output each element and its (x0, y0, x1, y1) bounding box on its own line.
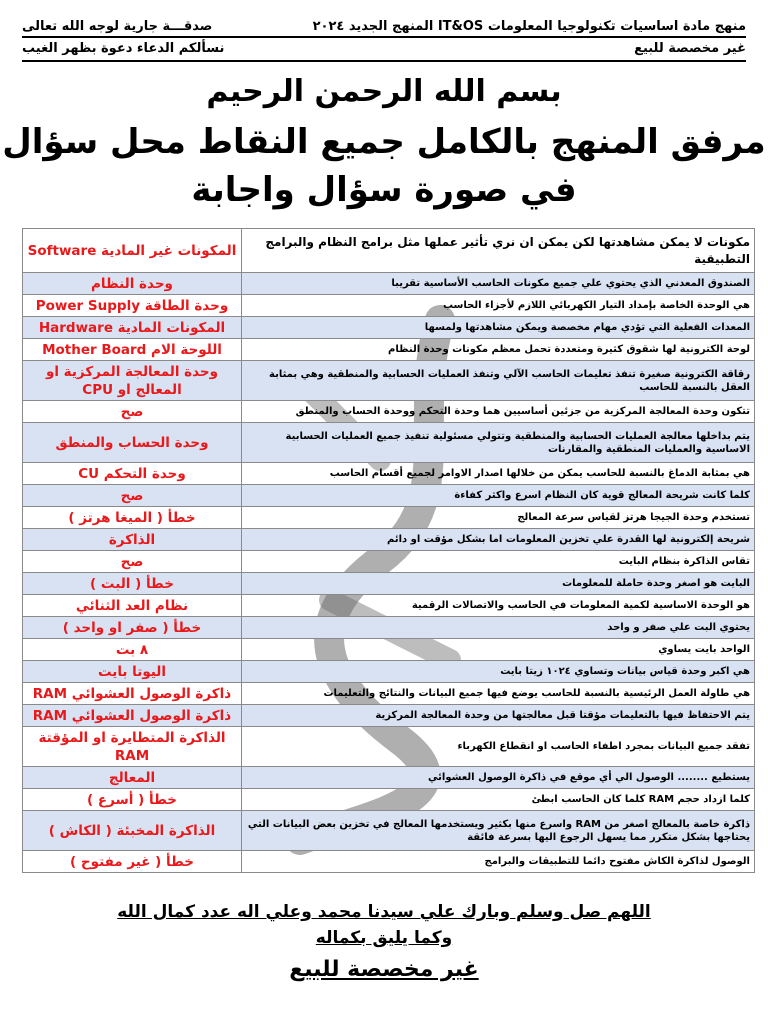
question-cell: تتكون وحدة المعالجة المركزية من جزئين أساسيين هما وحدة التحكم ووحدة الحساب والمنطق (242, 401, 755, 423)
question-cell: هو الوحدة الاساسية لكمية المعلومات في الحاسب والاتصالات الرقمية (242, 595, 755, 617)
question-cell: يتم الاحتفاظ فيها بالتعليمات مؤقتا قبل معالجتها من وحدة المعالجة المركزية (242, 705, 755, 727)
answer-cell: وحدة النظام (23, 273, 242, 295)
table-row (23, 661, 755, 683)
table-row (23, 851, 755, 873)
answer-cell: اللوحة الام Mother Board (23, 339, 242, 361)
table-row (23, 595, 755, 617)
question-cell: البايت هو اصغر وحدة حاملة للمعلومات (242, 573, 755, 595)
answer-cell: الذاكرة المتطايرة او المؤقتة RAM (23, 727, 242, 767)
answer-cell: وحدة الطاقة Power Supply (23, 295, 242, 317)
table-row (23, 273, 755, 295)
question-cell: شريحة إلكترونية لها القدرة علي تخزين المعلومات اما بشكل مؤقت او دائم (242, 529, 755, 551)
question-cell: يستطيع ........ الوصول الي أي موقع في ذاكرة الوصول العشوائي (242, 767, 755, 789)
table-row (23, 401, 755, 423)
question-cell: الواحد بايت يساوي (242, 639, 755, 661)
answer-cell: ٨ بت (23, 639, 242, 661)
header-not-for-sale: غير مخصصة للبيع (634, 40, 746, 56)
page-subtitle: في صورة سؤال واجابة (191, 170, 577, 210)
question-cell: الصندوق المعدني الذي يحتوي علي جميع مكونات الحاسب الأساسية تقريبا (242, 273, 755, 295)
answer-cell: خطأ ( الميغا هرتز ) (23, 507, 242, 529)
answer-cell: خطأ ( غير مفتوح ) (23, 851, 242, 873)
answer-cell: المكونات غير المادية Software (23, 229, 242, 273)
answer-cell: المعالج (23, 767, 242, 789)
table-row (23, 789, 755, 811)
question-cell: ذاكرة خاصة بالمعالج اصغر من RAM واسرع منها بكثير ويستخدمها المعالج في تخزين بعض البيانات التي يحتاجها بشكل متكرر مما يسهل الرجوع اليها بسرعة فائقة (242, 811, 755, 851)
footer-prayer-line-2: وكما يليق بكماله (315, 928, 453, 948)
question-cell: مكونات لا يمكن مشاهدتها لكن يمكن ان نري تأثير عملها مثل برامج النظام والبرامج التطبيقية (242, 229, 755, 273)
question-cell: يحتوي البت علي صفر و واحد (242, 617, 755, 639)
table-row (23, 705, 755, 727)
qa-table (22, 228, 755, 873)
header-line-2 (22, 38, 746, 58)
question-cell: المعدات الفعلية التي تؤدي مهام مخصصة ويمكن مشاهدتها ولمسها (242, 317, 755, 339)
table-row (23, 639, 755, 661)
answer-cell: خطأ ( البت ) (23, 573, 242, 595)
header-charity-note: صدقـــة جارية لوجه الله تعالى (22, 18, 213, 34)
question-cell: كلما ازداد حجم RAM كلما كان الحاسب ابطئ (242, 789, 755, 811)
answer-cell: صح (23, 551, 242, 573)
table-row (23, 485, 755, 507)
answer-cell: الذاكرة المخبئة ( الكاش ) (23, 811, 242, 851)
question-cell: هي بمثابة الدماغ بالنسبة للحاسب يمكن من خلالها اصدار الاوامر لجميع أقسام الحاسب (242, 463, 755, 485)
table-row (23, 295, 755, 317)
question-cell: لوحة الكترونية لها شقوق كثيرة ومتعددة تحمل معظم مكونات وحدة النظام (242, 339, 755, 361)
answer-cell: اليوتا بايت (23, 661, 242, 683)
table-row (23, 811, 755, 851)
table-row (23, 767, 755, 789)
footer-not-for-sale: غير مخصصة للبيع (289, 957, 479, 982)
basmala-heading: بسم الله الرحمن الرحيم (206, 74, 562, 109)
table-row (23, 573, 755, 595)
question-cell: هي طاولة العمل الرئيسية بالنسبة للحاسب يوضع فيها جميع البيانات والنتائج والتعليمات (242, 683, 755, 705)
table-row (23, 551, 755, 573)
table-row (23, 463, 755, 485)
question-cell: هي الوحدة الخاصة بإمداد التيار الكهربائي اللازم لأجزاء الحاسب (242, 295, 755, 317)
table-row (23, 617, 755, 639)
table-row (23, 339, 755, 361)
footer-prayer-line-1: اللهم صل وسلم وبارك علي سيدنا محمد وعلي اله عدد كمال الله (117, 902, 651, 922)
question-cell: يتم بداخلها معالجة العمليات الحسابية والمنطقية وتتولي مسئولية تنفيذ جميع العمليات الحسابية الاساسية والعمليات المنطقية والمقارنات (242, 423, 755, 463)
header-course-title: منهج مادة اساسيات تكنولوجيا المعلومات IT&OS المنهج الجديد ٢٠٢٤ (312, 18, 746, 34)
answer-cell: وحدة التحكم CU (23, 463, 242, 485)
answer-cell: صح (23, 401, 242, 423)
table-row (23, 361, 755, 401)
question-cell: تقاس الذاكرة بنظام البايت (242, 551, 755, 573)
table-row (23, 229, 755, 273)
header-line-1 (22, 16, 746, 36)
table-row (23, 423, 755, 463)
answer-cell: وحدة المعالجة المركزية او المعالج او CPU (23, 361, 242, 401)
question-cell: تفقد جميع البيانات بمجرد اطفاء الحاسب او انقطاع الكهرباء (242, 727, 755, 767)
answer-cell: ذاكرة الوصول العشوائي RAM (23, 705, 242, 727)
question-cell: تستخدم وحدة الجيجا هرتز لقياس سرعة المعالج (242, 507, 755, 529)
answer-cell: ذاكرة الوصول العشوائي RAM (23, 683, 242, 705)
question-cell: هي اكبر وحدة قياس بيانات وتساوي ١٠٢٤ زيتا بايت (242, 661, 755, 683)
header-bottom-divider (22, 60, 746, 62)
question-cell: الوصول لذاكرة الكاش مفتوح دائما للتطبيقات والبرامج (242, 851, 755, 873)
table-row (23, 317, 755, 339)
answer-cell: خطأ ( صفر او واحد ) (23, 617, 242, 639)
question-cell: رقاقة الكترونية صغيرة تنفذ تعليمات الحاسب الآلي وتنفذ العمليات الحسابية والمنطقية وهي بمثابة العقل بالنسبة للحاسب (242, 361, 755, 401)
table-row (23, 683, 755, 705)
table-row (23, 507, 755, 529)
answer-cell: وحدة الحساب والمنطق (23, 423, 242, 463)
answer-cell: الذاكرة (23, 529, 242, 551)
table-row (23, 727, 755, 767)
answer-cell: خطأ ( أسرع ) (23, 789, 242, 811)
answer-cell: نظام العد الثنائي (23, 595, 242, 617)
table-row (23, 529, 755, 551)
header-prayer-request: نسألكم الدعاء دعوة بظهر الغيب (22, 40, 225, 56)
question-cell: كلما كانت شريحة المعالج قوية كان النظام اسرع واكثر كفاءة (242, 485, 755, 507)
answer-cell: صح (23, 485, 242, 507)
answer-cell: المكونات المادية Hardware (23, 317, 242, 339)
page-title: مرفق المنهج بالكامل جميع النقاط محل سؤال (2, 122, 766, 162)
